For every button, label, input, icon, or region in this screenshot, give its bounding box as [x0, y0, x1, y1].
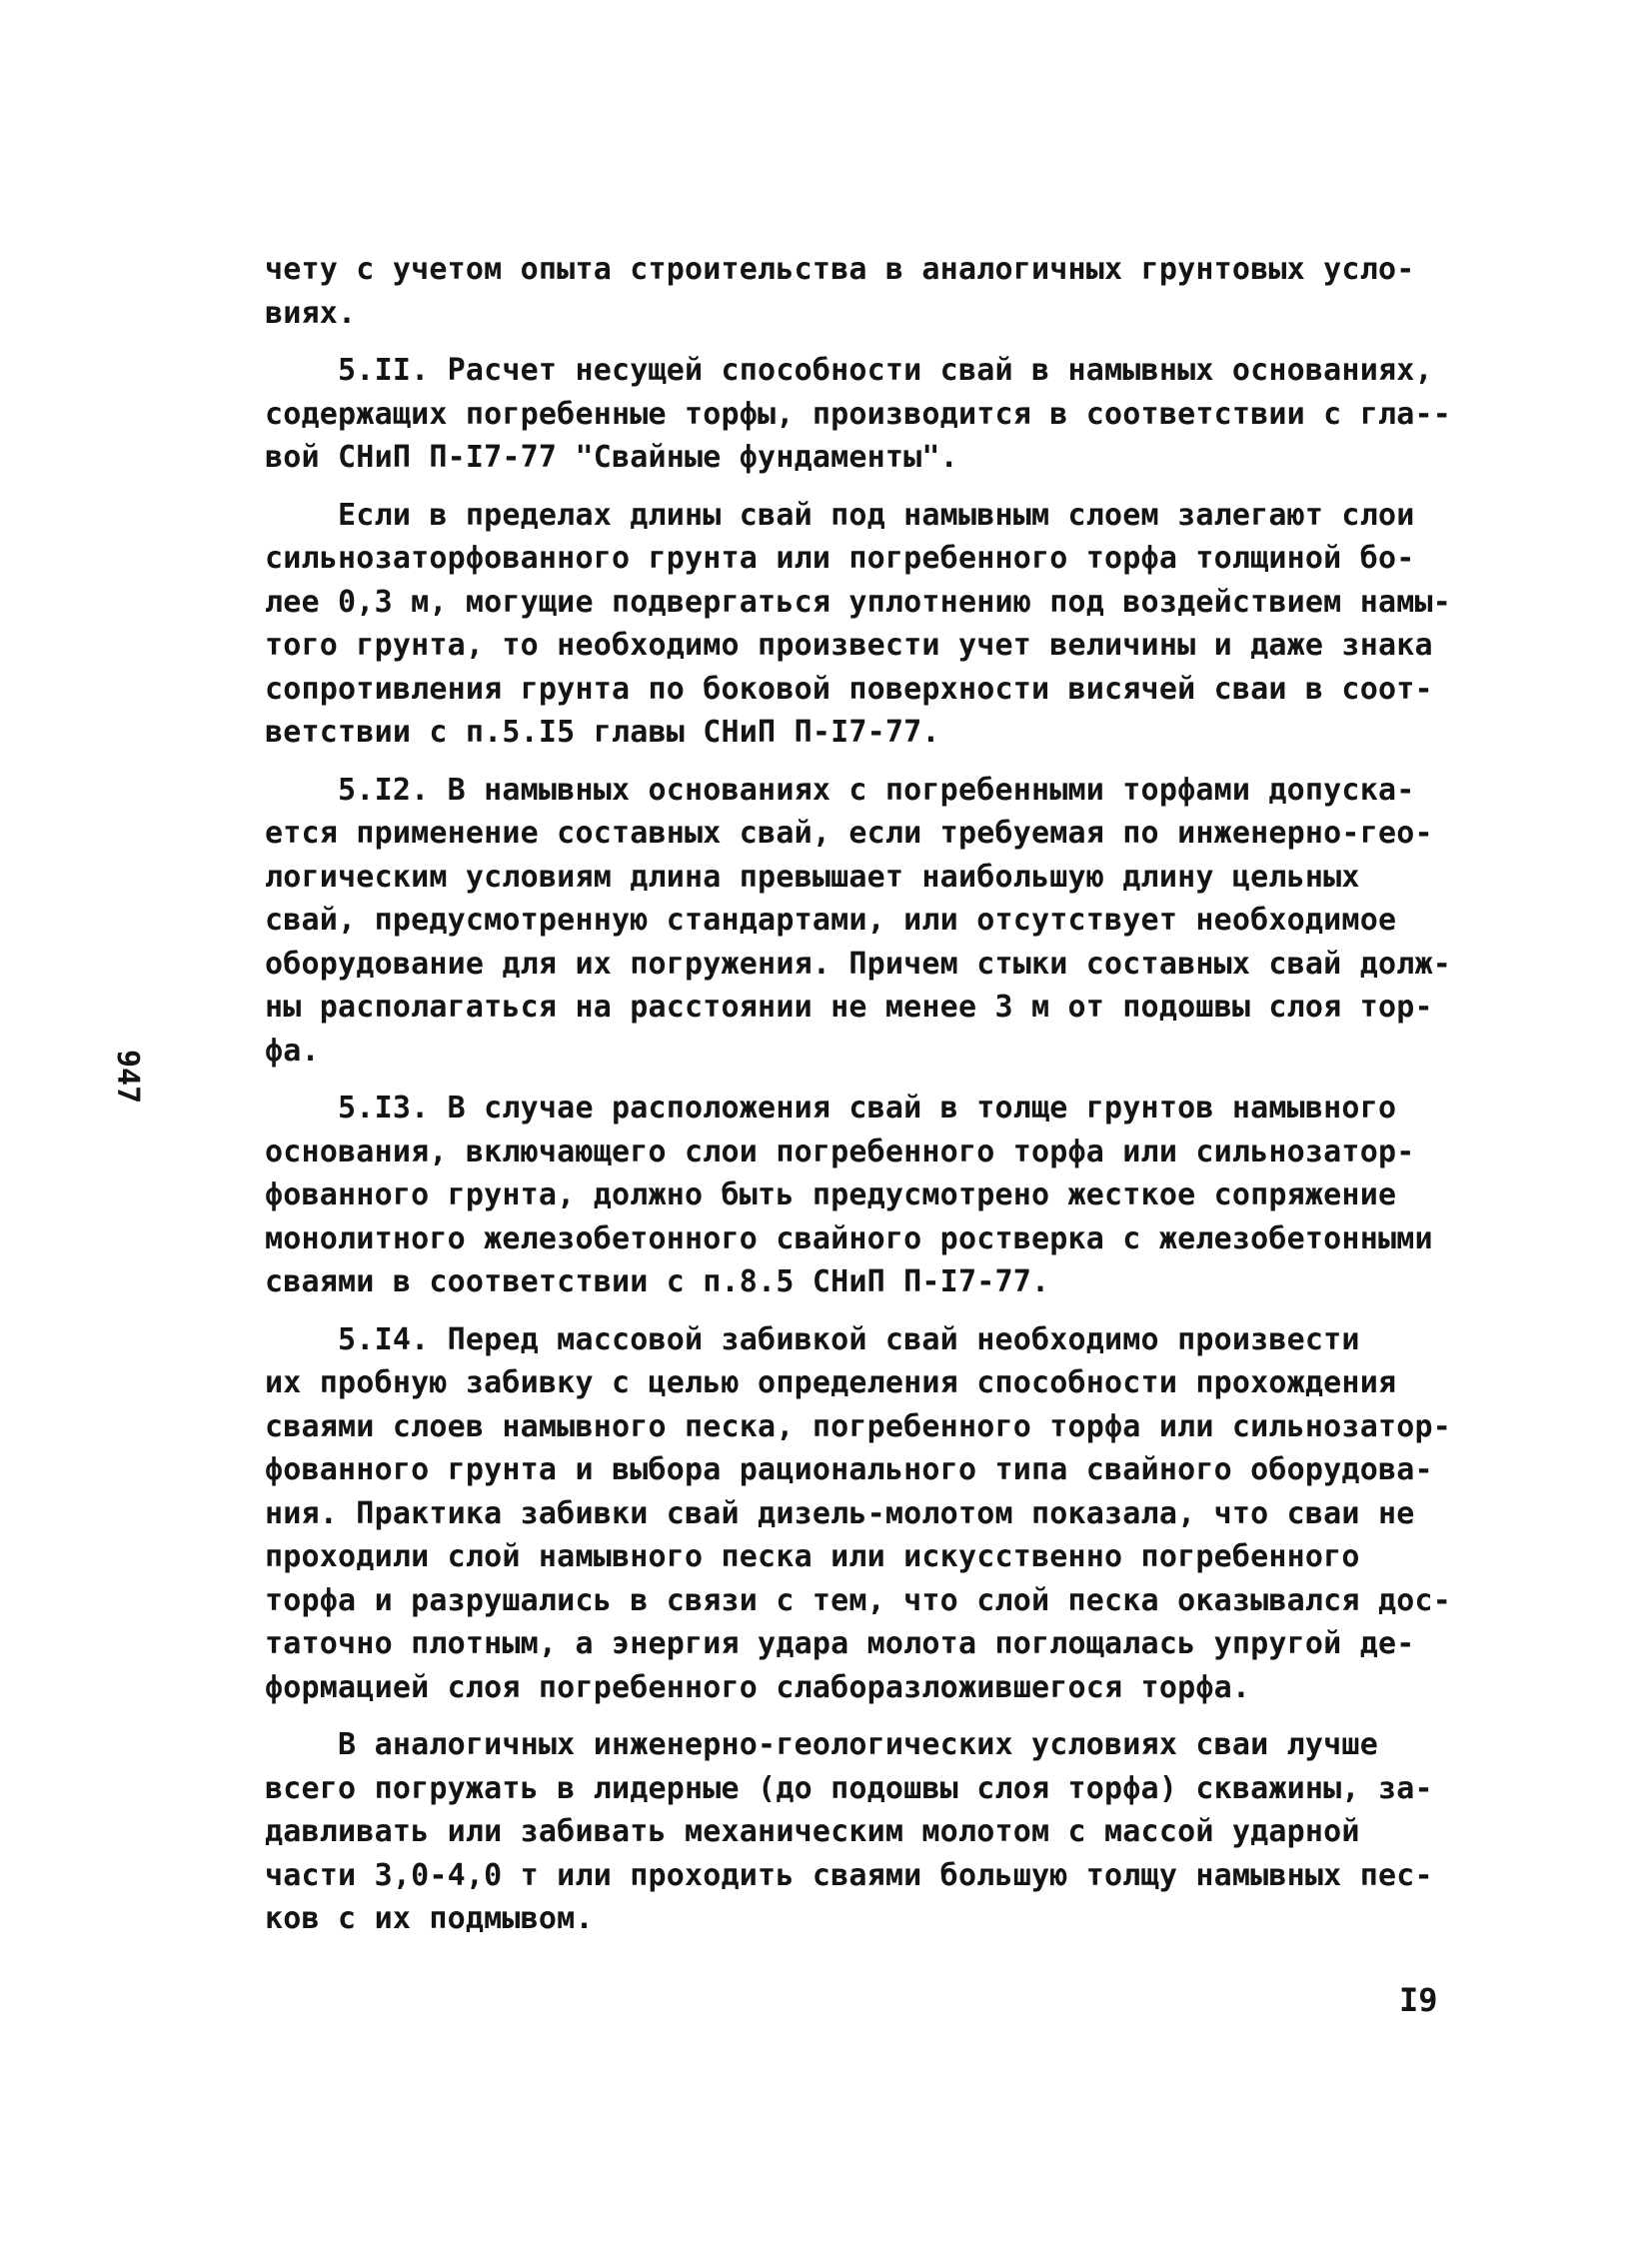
- paragraph-5-14-start: 5.I4. Перед массовой забивкой свай необходимо произвести: [265, 1321, 1360, 1357]
- text-line: всего погружать в лидерные (до подошвы слоя торфа) скважины, за-: [265, 1770, 1433, 1806]
- text-line: логическим условиям длина превышает наибольшую длину цельных: [265, 859, 1360, 895]
- paragraph-start: Если в пределах длины свай под намывным слоем залегают слои: [265, 497, 1415, 533]
- text-line: оборудование для их погружения. Причем стыки составных свай долж-: [265, 946, 1451, 982]
- text-line: ветствии с п.5.I5 главы СНиП П-I7-77.: [265, 715, 940, 750]
- text-line: фованного грунта и выбора рационального типа свайного оборудова-: [265, 1452, 1433, 1487]
- text-line: сваями слоев намывного песка, погребенного торфа или сильнозатор-: [265, 1408, 1451, 1444]
- text-line: фованного грунта, должно быть предусмотрено жесткое сопряжение: [265, 1177, 1397, 1212]
- text-line: их пробную забивку с целью определения способности прохождения: [265, 1365, 1397, 1400]
- text-line: сопротивления грунта по боковой поверхности висячей сваи в соот-: [265, 671, 1433, 707]
- text-line: формацией слоя погребенного слаборазложившегося торфа.: [265, 1669, 1251, 1705]
- text-line: свай, предусмотренную стандартами, или отсутствует необходимое: [265, 903, 1397, 938]
- paragraph-5-11-start: 5.II. Расчет несущей способности свай в намывных основаниях,: [265, 353, 1433, 388]
- margin-note: 947: [110, 1050, 145, 1105]
- text-line: ков с их подмывом.: [265, 1901, 594, 1936]
- text-line: ется применение составных свай, если требуемая по инженерно-гео-: [265, 816, 1433, 851]
- paragraph-5-13-start: 5.I3. В случае расположения свай в толще грунтов намывного: [265, 1091, 1397, 1125]
- text-line: сильнозаторфованного грунта или погребенного торфа толщиной бо-: [265, 541, 1415, 576]
- text-line: монолитного железобетонного свайного ростверка с железобетонными: [265, 1220, 1433, 1256]
- text-line: торфа и разрушались в связи с тем, что слой песка оказывался дос-: [265, 1582, 1451, 1618]
- text-line: проходили слой намывного песка или искусственно погребенного: [265, 1539, 1360, 1574]
- text-line: содержащих погребенные торфы, производится в соответствии с гла--: [265, 396, 1451, 432]
- text-line: чету с учетом опыта строительства в аналогичных грунтовых усло-: [265, 252, 1415, 287]
- text-line: таточно плотным, а энергия удара молота поглощалась упругой де-: [265, 1626, 1415, 1661]
- text-line: вой СНиП П-I7-77 "Свайные фундаменты".: [265, 440, 958, 475]
- text-line: лее 0,3 м, могущие подвергаться уплотнению под воздействием намы-: [265, 584, 1451, 620]
- text-line: основания, включающего слои погребенного торфа или сильнозатор-: [265, 1133, 1415, 1169]
- paragraph-start: В аналогичных инженерно-геологических условиях сваи лучше: [265, 1727, 1378, 1762]
- text-line: давливать или забивать механическим молотом с массой ударной: [265, 1814, 1360, 1849]
- text-line: сваями в соответствии с п.8.5 СНиП П-I7-77.: [265, 1264, 1050, 1299]
- body-text: [265, 248, 1451, 1941]
- text-line: ны располагаться на расстоянии не менее 3 м от подошвы слоя тор-: [265, 990, 1433, 1025]
- text-line: ния. Практика забивки свай дизель-молотом показала, что сваи не: [265, 1495, 1415, 1531]
- text-line: того грунта, то необходимо произвести учет величины и даже знака: [265, 628, 1433, 663]
- paragraph-5-12-start: 5.I2. В намывных основаниях с погребенными торфами допуска-: [265, 772, 1415, 808]
- page-number: I9: [1399, 1981, 1438, 2019]
- text-line: виях.: [265, 295, 357, 331]
- text-line: части 3,0-4,0 т или проходить сваями большую толщу намывных пес-: [265, 1857, 1433, 1893]
- text-line: фа.: [265, 1033, 320, 1069]
